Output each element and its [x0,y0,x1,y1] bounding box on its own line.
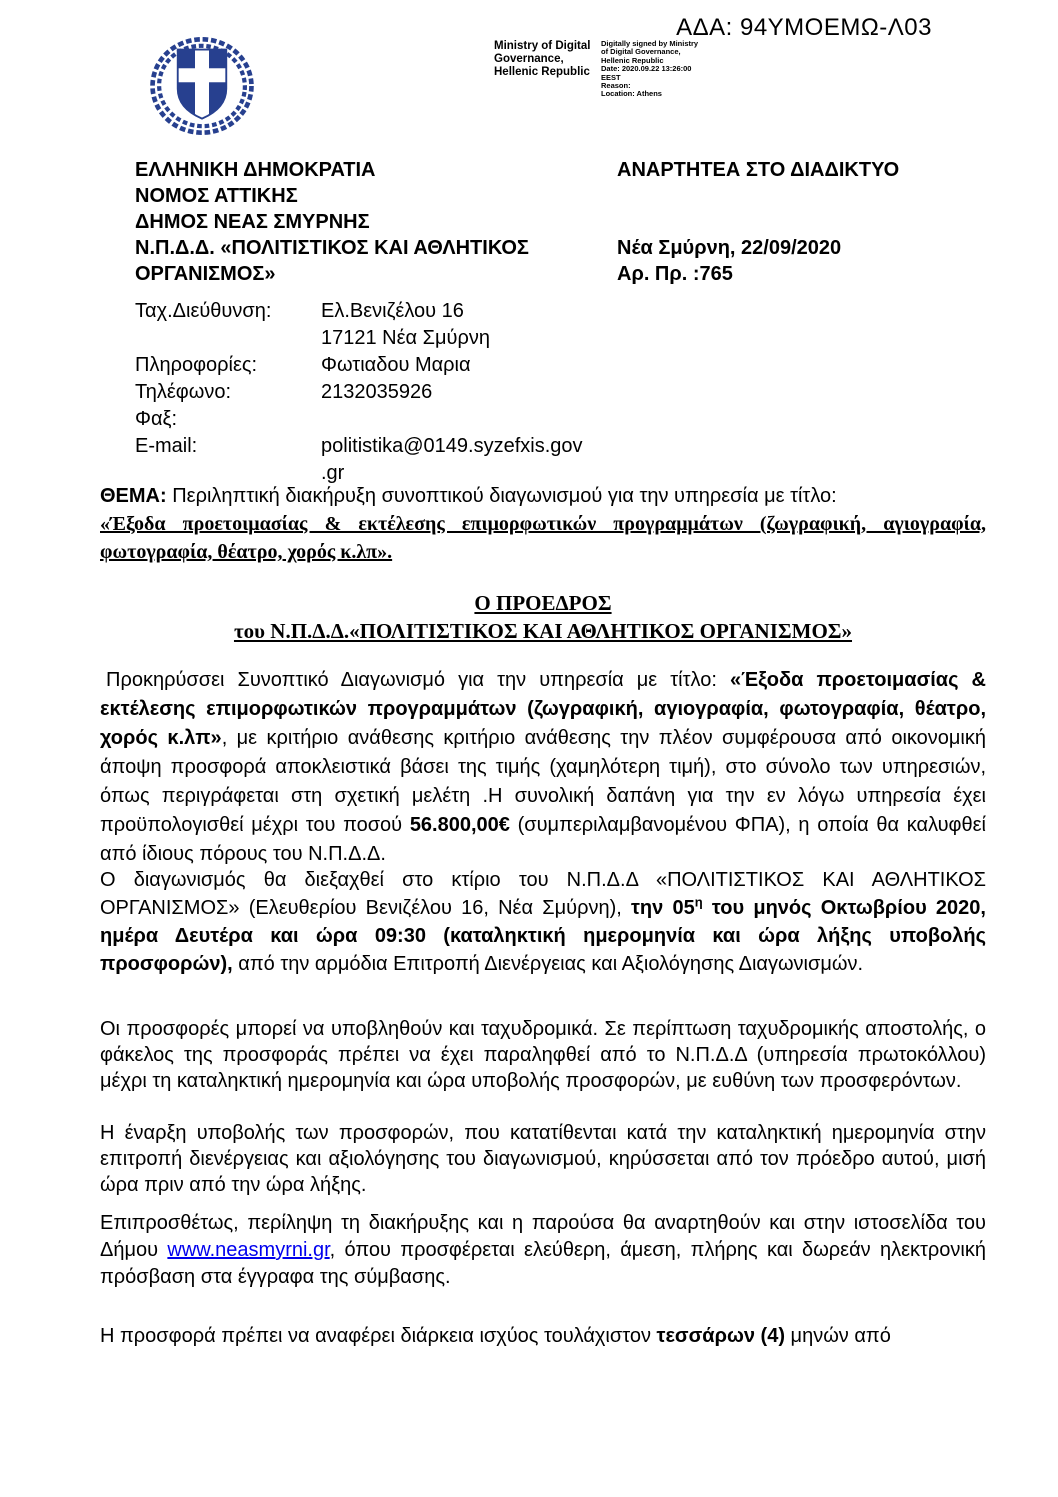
paragraph-venue-date [100,866,986,978]
text-run: Οι προσφορές μπορεί να υποβληθούν και ταχυδρομικά. Σε περίπτωση ταχυδρομικής αποστολής, ο φάκελος της προσφοράς πρέπει να έχει παραληφθεί από το Ν.Π.Δ.Δ (υπηρεσία πρωτοκόλλου) μέχρι τη καταληκτική ημερομηνία και ώρα υποβολής προσφορών, με ευθύνη των προσφερόντων. [100,1018,986,1092]
ministry-stamp-line: Hellenic Republic [494,66,590,78]
coat-of-arms-icon [146,32,258,140]
paragraph-validity [100,1322,986,1350]
contact-value: .gr [321,462,345,484]
text-run: από την αρμόδια Επιτροπή Διενέργειας και Αξιολόγησης Διαγωνισμών. [232,953,864,975]
signature-line: Reason: [601,81,631,91]
issuer-line: ΕΛΛΗΝΙΚΗ ΔΗΜΟΚΡΑΤΙΑ [135,159,376,181]
signature-line: of Digital Governance, [601,47,681,57]
signature-line: Digitally signed by Ministry [601,39,699,48]
contact-value: 2132035926 [321,381,433,403]
contact-value: politistika@0149.syzefxis.gov [321,435,583,457]
ministry-stamp-line: Ministry of Digital [494,40,591,52]
issuer-line: ΝΟΜΟΣ ΑΤΤΙΚΗΣ [135,185,298,207]
ministry-stamp-line: Governance, [494,53,564,65]
text-run-bold: τεσσάρων (4) [656,1325,785,1347]
text-run: Ο διαγωνισμός θα διεξαχθεί στο κτίριο του Ν.Π.Δ.Δ «ΠΟΛΙΤΙΣΤΙΚΟΣ ΚΑΙ ΑΘΛΗΤΙΚΟΣ ΟΡΓΑΝΙΣΜΟΣ» (Ελευθερίου Βενιζέλου 16, Νέα Σμύρνη), [100,869,986,919]
text-run: , όπου προσφέρεται ελεύθερη, άμεση, πλήρης και δωρεάν ηλεκτρονική πρόσβαση στα έγγραφα της σύμβασης. [100,1239,986,1288]
issuer-line: ΔΗΜΟΣ ΝΕΑΣ ΣΜΥΡΝΗΣ [135,211,370,233]
signature-line: Date: 2020.09.22 13:26:00 [601,64,692,74]
signature-line: Location: Athens [601,89,662,99]
paragraph-opening [100,1120,986,1198]
text-run: Η προσφορά πρέπει να αναφέρει διάρκεια ισχύος τουλάχιστον [100,1325,657,1347]
contact-label: Τηλέφωνο: [135,381,232,403]
paragraph-postal-offers [100,1016,986,1094]
contact-value [321,406,695,433]
signature-line: Hellenic Republic [601,55,664,65]
budget-amount: 56.800,00€ [409,814,510,836]
paragraph-website [100,1210,986,1291]
digital-signature-details [601,40,719,99]
contact-value: 17121 Νέα Σμύρνη [321,327,490,349]
protocol-number: Αρ. Πρ. :765 [617,263,733,285]
paragraph-announcement [100,666,986,869]
text-run: Επιπροσθέτως, περίληψη τη διακήρυξης και η παρούσα θα αναρτηθούν και στην ιστοσελίδα του Δήμου [100,1212,986,1261]
place-date: Νέα Σμύρνη, 22/09/2020 [617,237,842,259]
text-run: (συμπεριλαμβανομένου ΦΠΑ), η οποία θα καλυφθεί από ίδιους πόρους του Ν.Π.Δ.Δ. [100,814,986,865]
greek-coat-of-arms-logo [146,32,258,140]
text-run-bold: «Έξοδα προετοιμασίας & εκτέλεσης επιμορφωτικών προγραμμάτων (ζωγραφική, αγιογραφία, φωτογραφία, θέατρο, χορός κ.λπ» [100,669,986,749]
president-heading-line1: Ο ΠΡΟΕΔΡΟΣ [474,591,612,615]
issuer-block [135,157,529,287]
text-run: μηνών από [784,1325,891,1347]
subject-intro: Περιληπτική διακήρυξη συνοπτικού διαγωνισμού για την υπηρεσία με τίτλο: [172,485,837,507]
ada-code: ΑΔΑ: 94ΥΜΟΕΜΩ-Λ03 [676,14,932,41]
contact-label: Φαξ: [135,408,178,430]
contact-info [135,298,695,487]
president-heading [100,589,986,645]
contact-label [135,325,321,352]
text-run-bold: την 05 [631,897,695,919]
contact-value: Φωτιαδου Μαρια [321,354,471,376]
spacer [617,183,899,235]
website-link[interactable]: www.neasmyrni.gr [167,1239,330,1261]
text-run: Προκηρύσσει Συνοπτικό Διαγωνισμό για την υπηρεσία με τίτλο: [106,669,730,691]
posting-block [617,157,899,287]
subject-title: «Έξοδα προετοιμασίας & εκτέλεσης επιμορφωτικών προγραμμάτων (ζωγραφική, αγιογραφία, φωτογραφία, θέατρο, χορός κ.λπ». [100,513,986,563]
ministry-stamp [494,40,598,79]
contact-label: Πληροφορίες: [135,354,258,376]
subject-label: ΘΕΜΑ: [100,485,167,507]
issuer-line: Ν.Π.Δ.Δ. «ΠΟΛΙΤΙΣΤΙΚΟΣ ΚΑΙ ΑΘΛΗΤΙΚΟΣ [135,237,529,259]
signature-line: EEST [601,72,621,82]
text-run-bold: του μηνός Οκτωβρίου 2020, ημέρα Δευτέρα και ώρα 09:30 (καταληκτική ημερομηνία και ώρα λήξης υποβολής προσφορών), [100,897,986,975]
text-run: Η έναρξη υποβολής των προσφορών, που κατατίθενται κατά την καταληκτική ημερομηνία στην επιτροπή διενέργειας και αξιολόγησης του διαγωνισμού, κηρύσσεται από τον πρόεδρο αυτού, μισή ώρα πριν από την ώρα λήξης. [100,1122,986,1196]
ordinal-superscript: η [694,894,703,910]
contact-label: Ταχ.Διεύθυνση: [135,300,272,322]
issuer-line: ΟΡΓΑΝΙΣΜΟΣ» [135,263,276,285]
contact-label: E-mail: [135,435,198,457]
president-heading-line2: του Ν.Π.Δ.Δ.«ΠΟΛΙΤΙΣΤΙΚΟΣ ΚΑΙ ΑΘΛΗΤΙΚΟΣ ΟΡΓΑΝΙΣΜΟΣ» [233,619,853,643]
web-posting-label: ΑΝΑΡΤΗΤΕΑ ΣΤΟ ΔΙΑΔΙΚΤΥΟ [617,159,900,181]
subject-section [100,482,986,566]
text-run: , με κριτήριο ανάθεσης κριτήριο ανάθεσης την πλέον συμφέρουσα από οικονομική άποψη προσφορά αποκλειστικά βάσει της τιμής (χαμηλότερη τιμή), στο σύνολο των υπηρεσιών, όπως περιγράφεται στη σχετική μελέτη .Η συνολική δαπάνη για την εν λόγω υπηρεσία έχει προϋπολογισθεί μέχρι του ποσού [100,727,986,836]
contact-value: Ελ.Βενιζέλου 16 [321,300,464,322]
